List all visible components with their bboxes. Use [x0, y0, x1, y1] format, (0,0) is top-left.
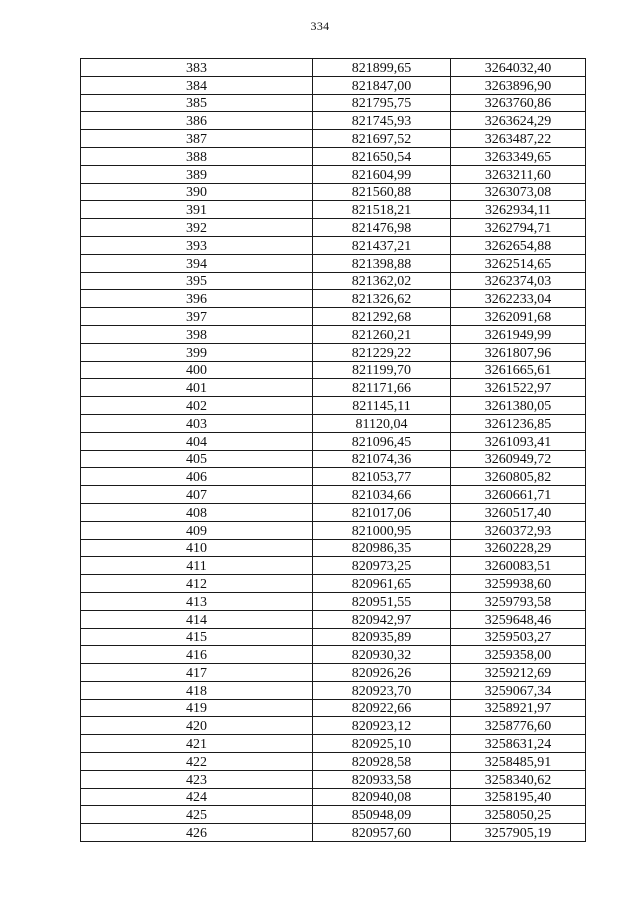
- table-row: [81, 628, 586, 646]
- y-coordinate-cell: 3258050,25: [451, 806, 586, 824]
- y-coordinate-cell: 3262654,88: [451, 236, 586, 254]
- page-number: 334: [310, 19, 330, 33]
- table-row: [81, 664, 586, 682]
- y-coordinate-cell: 3260805,82: [451, 468, 586, 486]
- point-number-cell: 392: [81, 219, 313, 237]
- table-row: [81, 290, 586, 308]
- y-coordinate-cell: 3264032,40: [451, 59, 586, 77]
- x-coordinate-cell: 820923,12: [313, 717, 451, 735]
- x-coordinate-cell: 850948,09: [313, 806, 451, 824]
- y-coordinate-cell: 3261949,99: [451, 325, 586, 343]
- x-coordinate-cell: 820922,66: [313, 699, 451, 717]
- point-number-cell: 397: [81, 308, 313, 326]
- table-row: [81, 432, 586, 450]
- x-coordinate-cell: 821053,77: [313, 468, 451, 486]
- y-coordinate-cell: 3263624,29: [451, 112, 586, 130]
- y-coordinate-cell: 3258340,62: [451, 770, 586, 788]
- table-row: [81, 254, 586, 272]
- x-coordinate-cell: 821795,75: [313, 94, 451, 112]
- y-coordinate-cell: 3258631,24: [451, 735, 586, 753]
- y-coordinate-cell: 3260949,72: [451, 450, 586, 468]
- point-number-cell: 393: [81, 236, 313, 254]
- table-row: [81, 681, 586, 699]
- point-number-cell: 421: [81, 735, 313, 753]
- point-number-cell: 406: [81, 468, 313, 486]
- y-coordinate-cell: 3262794,71: [451, 219, 586, 237]
- y-coordinate-cell: 3257905,19: [451, 824, 586, 842]
- x-coordinate-cell: 821650,54: [313, 147, 451, 165]
- point-number-cell: 389: [81, 165, 313, 183]
- x-coordinate-cell: 820942,97: [313, 610, 451, 628]
- x-coordinate-cell: 820928,58: [313, 753, 451, 771]
- y-coordinate-cell: 3259067,34: [451, 681, 586, 699]
- point-number-cell: 384: [81, 76, 313, 94]
- table-row: [81, 379, 586, 397]
- table-row: [81, 557, 586, 575]
- y-coordinate-cell: 3260372,93: [451, 521, 586, 539]
- y-coordinate-cell: 3262514,65: [451, 254, 586, 272]
- y-coordinate-cell: 3261380,05: [451, 397, 586, 415]
- table-row: [81, 201, 586, 219]
- x-coordinate-cell: 821398,88: [313, 254, 451, 272]
- y-coordinate-cell: 3260083,51: [451, 557, 586, 575]
- table-row: [81, 450, 586, 468]
- x-coordinate-cell: 821899,65: [313, 59, 451, 77]
- point-number-cell: 424: [81, 788, 313, 806]
- table-row: [81, 272, 586, 290]
- x-coordinate-cell: 821476,98: [313, 219, 451, 237]
- point-number-cell: 394: [81, 254, 313, 272]
- y-coordinate-cell: 3260661,71: [451, 486, 586, 504]
- coordinates-table-container: [80, 58, 585, 842]
- x-coordinate-cell: 820923,70: [313, 681, 451, 699]
- y-coordinate-cell: 3260228,29: [451, 539, 586, 557]
- y-coordinate-cell: 3261522,97: [451, 379, 586, 397]
- x-coordinate-cell: 821604,99: [313, 165, 451, 183]
- point-number-cell: 416: [81, 646, 313, 664]
- table-row: [81, 325, 586, 343]
- table-row: [81, 646, 586, 664]
- table-row: [81, 59, 586, 77]
- x-coordinate-cell: 820933,58: [313, 770, 451, 788]
- point-number-cell: 407: [81, 486, 313, 504]
- x-coordinate-cell: 81120,04: [313, 414, 451, 432]
- table-row: [81, 788, 586, 806]
- y-coordinate-cell: 3262091,68: [451, 308, 586, 326]
- point-number-cell: 423: [81, 770, 313, 788]
- table-row: [81, 112, 586, 130]
- y-coordinate-cell: 3262374,03: [451, 272, 586, 290]
- table-row: [81, 130, 586, 148]
- x-coordinate-cell: 821074,36: [313, 450, 451, 468]
- point-number-cell: 417: [81, 664, 313, 682]
- y-coordinate-cell: 3263211,60: [451, 165, 586, 183]
- x-coordinate-cell: 821847,00: [313, 76, 451, 94]
- coordinates-table-body: [81, 59, 586, 842]
- table-row: [81, 735, 586, 753]
- table-row: [81, 770, 586, 788]
- table-row: [81, 592, 586, 610]
- y-coordinate-cell: 3263760,86: [451, 94, 586, 112]
- y-coordinate-cell: 3261807,96: [451, 343, 586, 361]
- y-coordinate-cell: 3263349,65: [451, 147, 586, 165]
- y-coordinate-cell: 3258485,91: [451, 753, 586, 771]
- point-number-cell: 403: [81, 414, 313, 432]
- table-row: [81, 486, 586, 504]
- table-row: [81, 183, 586, 201]
- point-number-cell: 425: [81, 806, 313, 824]
- point-number-cell: 410: [81, 539, 313, 557]
- x-coordinate-cell: 820935,89: [313, 628, 451, 646]
- y-coordinate-cell: 3259648,46: [451, 610, 586, 628]
- x-coordinate-cell: 821199,70: [313, 361, 451, 379]
- x-coordinate-cell: 821560,88: [313, 183, 451, 201]
- point-number-cell: 383: [81, 59, 313, 77]
- y-coordinate-cell: 3263073,08: [451, 183, 586, 201]
- table-row: [81, 414, 586, 432]
- point-number-cell: 396: [81, 290, 313, 308]
- table-row: [81, 165, 586, 183]
- y-coordinate-cell: 3258776,60: [451, 717, 586, 735]
- table-row: [81, 308, 586, 326]
- y-coordinate-cell: 3262934,11: [451, 201, 586, 219]
- x-coordinate-cell: 821034,66: [313, 486, 451, 504]
- point-number-cell: 385: [81, 94, 313, 112]
- y-coordinate-cell: 3263896,90: [451, 76, 586, 94]
- x-coordinate-cell: 821096,45: [313, 432, 451, 450]
- x-coordinate-cell: 821697,52: [313, 130, 451, 148]
- point-number-cell: 390: [81, 183, 313, 201]
- x-coordinate-cell: 820986,35: [313, 539, 451, 557]
- table-row: [81, 717, 586, 735]
- x-coordinate-cell: 820973,25: [313, 557, 451, 575]
- table-row: [81, 753, 586, 771]
- y-coordinate-cell: 3260517,40: [451, 503, 586, 521]
- x-coordinate-cell: 821000,95: [313, 521, 451, 539]
- y-coordinate-cell: 3261236,85: [451, 414, 586, 432]
- table-row: [81, 521, 586, 539]
- table-row: [81, 575, 586, 593]
- x-coordinate-cell: 820961,65: [313, 575, 451, 593]
- y-coordinate-cell: 3258921,97: [451, 699, 586, 717]
- table-row: [81, 824, 586, 842]
- point-number-cell: 388: [81, 147, 313, 165]
- point-number-cell: 414: [81, 610, 313, 628]
- table-row: [81, 147, 586, 165]
- x-coordinate-cell: 821745,93: [313, 112, 451, 130]
- table-row: [81, 699, 586, 717]
- y-coordinate-cell: 3259212,69: [451, 664, 586, 682]
- table-row: [81, 539, 586, 557]
- x-coordinate-cell: 821437,21: [313, 236, 451, 254]
- x-coordinate-cell: 821518,21: [313, 201, 451, 219]
- point-number-cell: 413: [81, 592, 313, 610]
- x-coordinate-cell: 820951,55: [313, 592, 451, 610]
- point-number-cell: 408: [81, 503, 313, 521]
- table-row: [81, 610, 586, 628]
- y-coordinate-cell: 3259358,00: [451, 646, 586, 664]
- point-number-cell: 402: [81, 397, 313, 415]
- point-number-cell: 409: [81, 521, 313, 539]
- y-coordinate-cell: 3259938,60: [451, 575, 586, 593]
- point-number-cell: 405: [81, 450, 313, 468]
- point-number-cell: 401: [81, 379, 313, 397]
- point-number-cell: 386: [81, 112, 313, 130]
- x-coordinate-cell: 821229,22: [313, 343, 451, 361]
- point-number-cell: 426: [81, 824, 313, 842]
- point-number-cell: 419: [81, 699, 313, 717]
- table-row: [81, 361, 586, 379]
- x-coordinate-cell: 820926,26: [313, 664, 451, 682]
- x-coordinate-cell: 820925,10: [313, 735, 451, 753]
- x-coordinate-cell: 821326,62: [313, 290, 451, 308]
- point-number-cell: 387: [81, 130, 313, 148]
- table-row: [81, 397, 586, 415]
- table-row: [81, 76, 586, 94]
- point-number-cell: 412: [81, 575, 313, 593]
- x-coordinate-cell: 821292,68: [313, 308, 451, 326]
- table-row: [81, 219, 586, 237]
- y-coordinate-cell: 3258195,40: [451, 788, 586, 806]
- x-coordinate-cell: 821260,21: [313, 325, 451, 343]
- point-number-cell: 404: [81, 432, 313, 450]
- y-coordinate-cell: 3259793,58: [451, 592, 586, 610]
- point-number-cell: 400: [81, 361, 313, 379]
- point-number-cell: 398: [81, 325, 313, 343]
- x-coordinate-cell: 820930,32: [313, 646, 451, 664]
- table-row: [81, 806, 586, 824]
- point-number-cell: 391: [81, 201, 313, 219]
- y-coordinate-cell: 3261665,61: [451, 361, 586, 379]
- table-row: [81, 503, 586, 521]
- x-coordinate-cell: 821171,66: [313, 379, 451, 397]
- table-row: [81, 343, 586, 361]
- y-coordinate-cell: 3261093,41: [451, 432, 586, 450]
- y-coordinate-cell: 3263487,22: [451, 130, 586, 148]
- x-coordinate-cell: 820940,08: [313, 788, 451, 806]
- table-row: [81, 468, 586, 486]
- point-number-cell: 411: [81, 557, 313, 575]
- point-number-cell: 420: [81, 717, 313, 735]
- point-number-cell: 395: [81, 272, 313, 290]
- table-row: [81, 94, 586, 112]
- table-row: [81, 236, 586, 254]
- x-coordinate-cell: 821017,06: [313, 503, 451, 521]
- point-number-cell: 422: [81, 753, 313, 771]
- x-coordinate-cell: 821362,02: [313, 272, 451, 290]
- y-coordinate-cell: 3262233,04: [451, 290, 586, 308]
- x-coordinate-cell: 820957,60: [313, 824, 451, 842]
- x-coordinate-cell: 821145,11: [313, 397, 451, 415]
- point-number-cell: 418: [81, 681, 313, 699]
- y-coordinate-cell: 3259503,27: [451, 628, 586, 646]
- point-number-cell: 399: [81, 343, 313, 361]
- point-number-cell: 415: [81, 628, 313, 646]
- coordinates-table: [80, 58, 586, 842]
